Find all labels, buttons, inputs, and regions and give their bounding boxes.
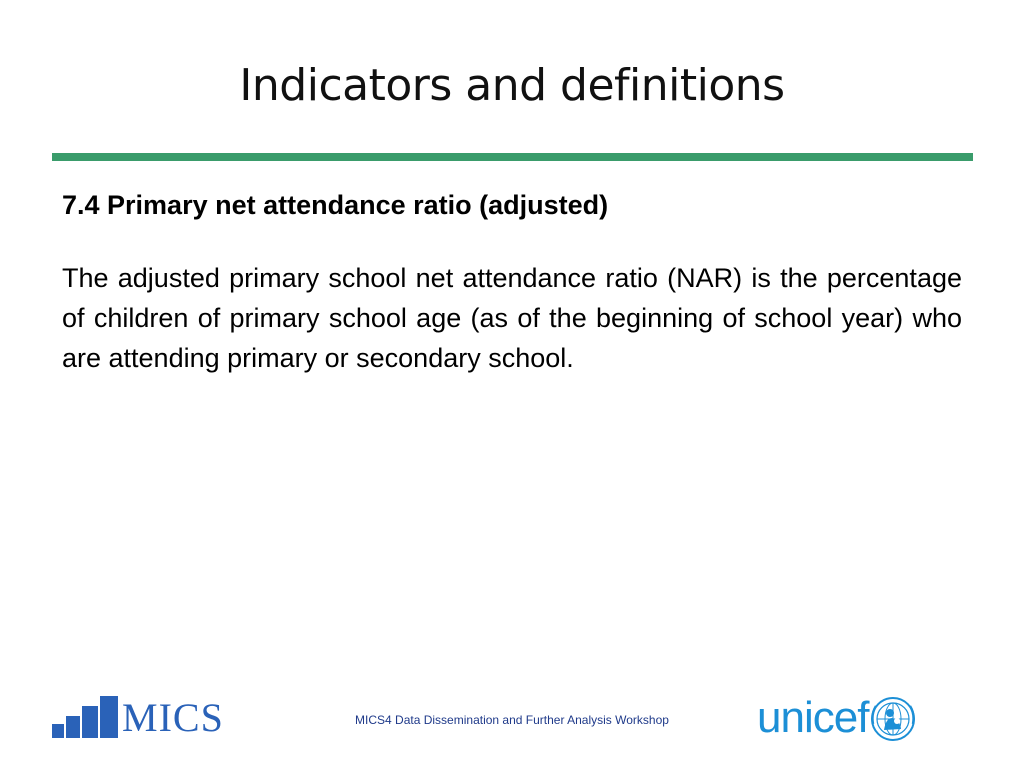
slide-title: Indicators and definitions [239,60,785,111]
footer-caption: MICS4 Data Dissemination and Further Analysis Workshop [355,713,669,727]
unicef-logo-text: unicef [757,693,869,742]
unicef-logo [757,694,916,742]
unicef-emblem-icon [870,696,916,742]
title-divider [52,153,973,161]
mics-logo-text: MICS [122,695,224,740]
definition-text: The adjusted primary school net attendance ratio (NAR) is the percentage of children of primary school age (as of the beginning of school year) who are attending primary or secondary school. [62,263,962,373]
section-heading: 7.4 Primary net attendance ratio (adjusted) [62,190,609,220]
